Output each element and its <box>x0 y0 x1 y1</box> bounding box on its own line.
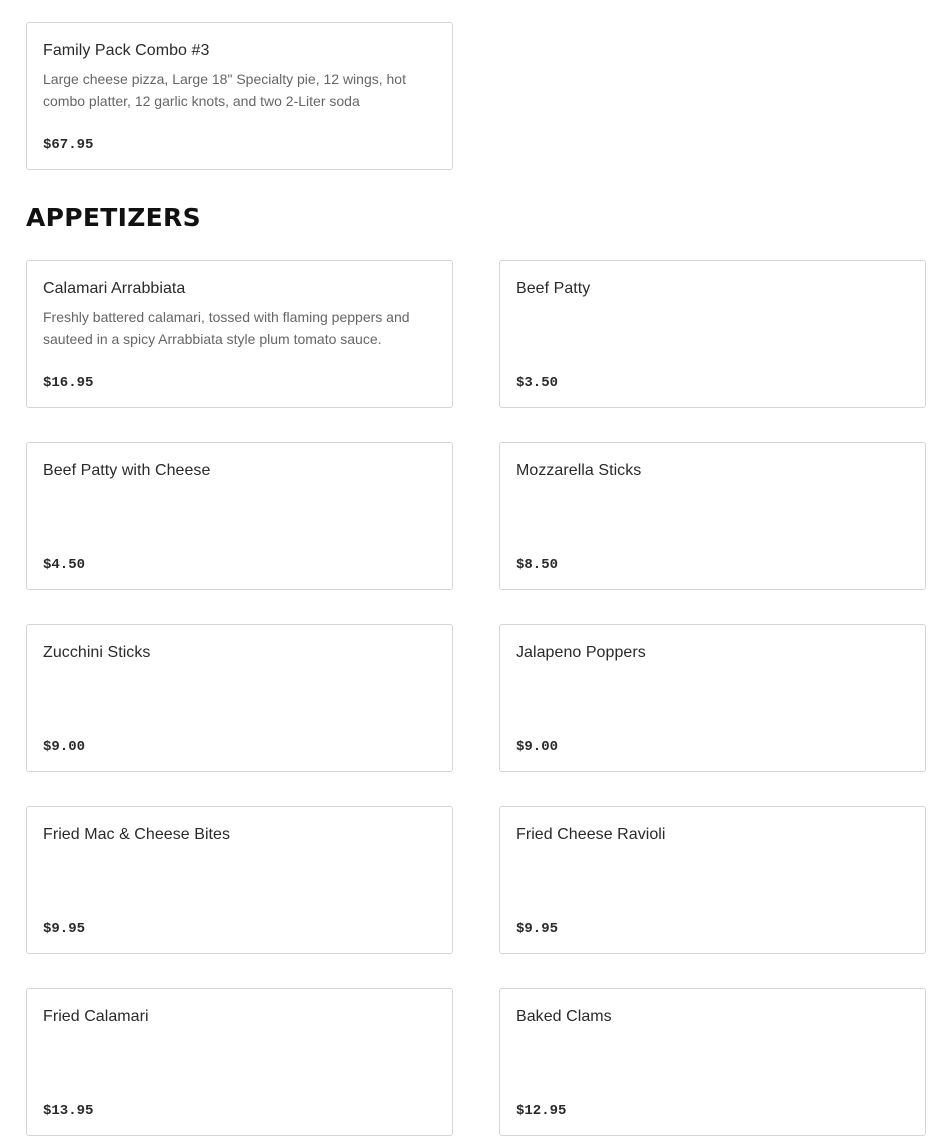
menu-item-name: Zucchini Sticks <box>43 644 151 661</box>
menu-item-price: $4.50 <box>43 557 86 573</box>
menu-item-beef-patty-with-cheese[interactable] <box>26 442 453 590</box>
menu-item-price: $3.50 <box>516 375 559 391</box>
menu-item-price: $12.95 <box>516 1103 567 1119</box>
menu-item-fried-mac-cheese-bites[interactable] <box>26 806 453 954</box>
menu-item-price: $67.95 <box>43 137 94 153</box>
menu-item-name: Fried Cheese Ravioli <box>516 826 666 843</box>
menu-item-fried-calamari[interactable] <box>26 988 453 1136</box>
menu-item-price: $9.00 <box>43 739 86 755</box>
menu-item-calamari-arrabbiata[interactable] <box>26 260 453 408</box>
menu-item-jalapeno-poppers[interactable] <box>499 624 926 772</box>
menu-item-price: $9.95 <box>43 921 86 937</box>
menu-item-name: Calamari Arrabbiata <box>43 280 186 297</box>
menu-item-fried-cheese-ravioli[interactable] <box>499 806 926 954</box>
menu-item-name: Mozzarella Sticks <box>516 462 642 479</box>
menu-item-name: Beef Patty <box>516 280 591 297</box>
menu-item-name: Jalapeno Poppers <box>516 644 646 661</box>
menu-item-name: Beef Patty with Cheese <box>43 462 211 479</box>
menu-item-price: $8.50 <box>516 557 559 573</box>
menu-item-mozzarella-sticks[interactable] <box>499 442 926 590</box>
menu-item-price: $9.95 <box>516 921 559 937</box>
menu-item-name: Fried Mac & Cheese Bites <box>43 826 231 843</box>
menu-item-description: Freshly battered calamari, tossed with flaming peppers and sauteed in a spicy Arrabbiata style plum tomato sauce. <box>43 309 410 347</box>
menu-item-price: $9.00 <box>516 739 559 755</box>
menu-item-zucchini-sticks[interactable] <box>26 624 453 772</box>
menu-item-beef-patty[interactable] <box>499 260 926 408</box>
menu-item-family-pack-combo-3[interactable] <box>26 22 453 170</box>
menu-item-baked-clams[interactable] <box>499 988 926 1136</box>
menu-item-description: Large cheese pizza, Large 18" Specialty pie, 12 wings, hot combo platter, 12 garlic knots, and two 2-Liter soda <box>43 71 406 109</box>
menu-item-name: Family Pack Combo #3 <box>43 42 210 59</box>
menu-item-name: Baked Clams <box>516 1008 612 1025</box>
menu-item-price: $16.95 <box>43 375 94 391</box>
menu-item-name: Fried Calamari <box>43 1008 149 1025</box>
section-title-appetizers: APPETIZERS <box>26 203 201 232</box>
menu-item-price: $13.95 <box>43 1103 94 1119</box>
